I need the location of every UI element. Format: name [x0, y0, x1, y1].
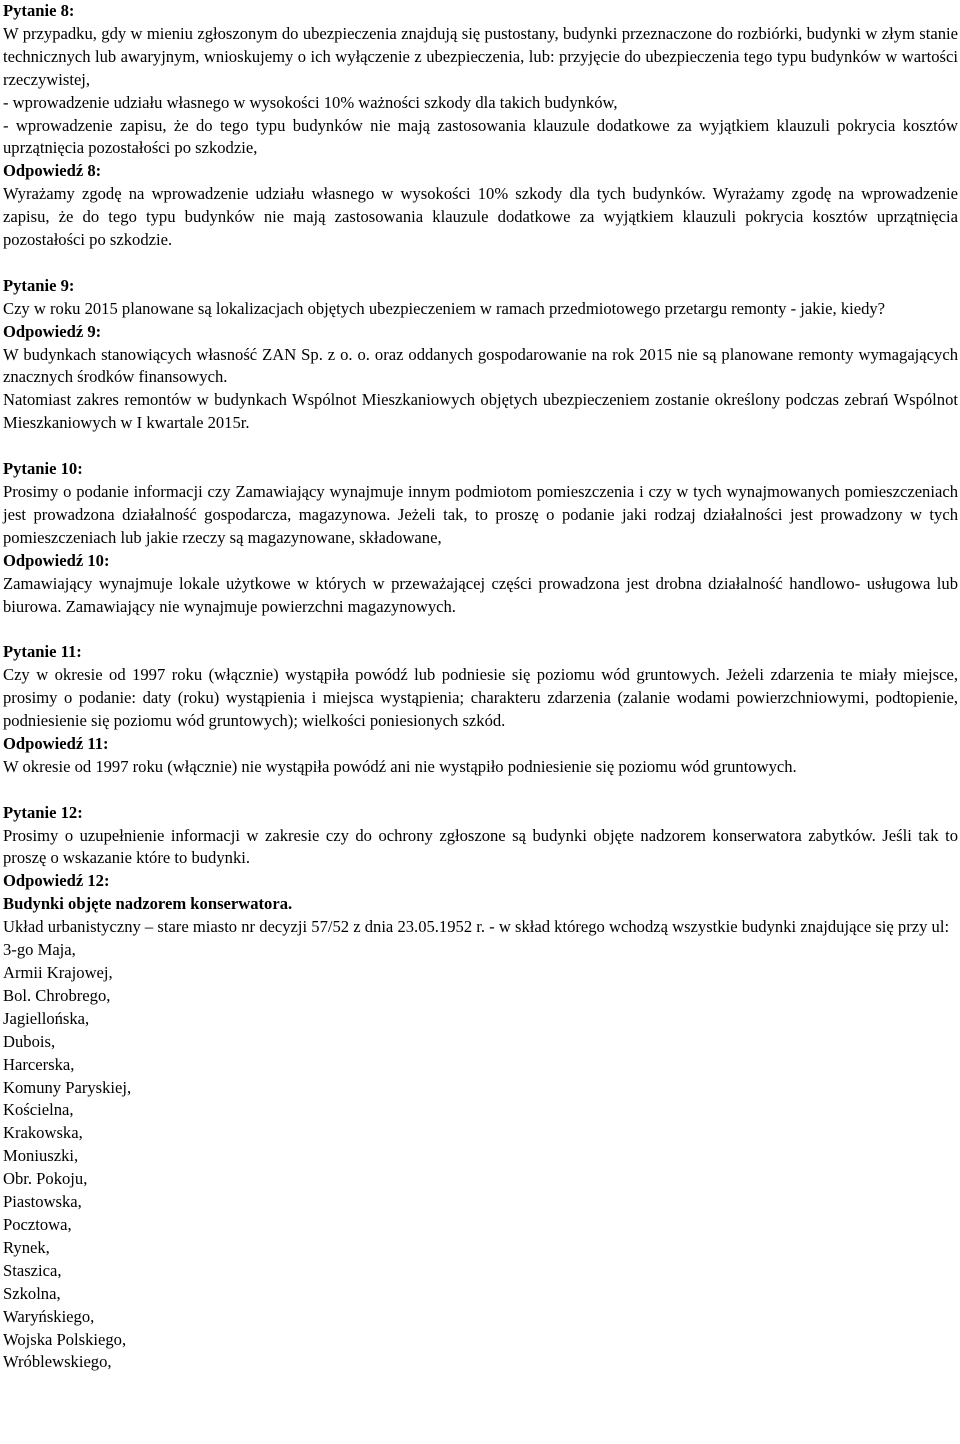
question-8-paragraph: W przypadku, gdy w mieniu zgłoszonym do ubezpieczenia znajdują się pustostany, budynki przeznaczone do rozbiórki, budynki w złym stanie technicznych lub awaryjnym, wnioskujemy o ich wyłączenie z ubezpieczenia, lub: przyjęcie do ubezpieczenia tego typu budynków w wartości rzeczywistej,: [3, 23, 958, 89]
document-page: [3, 0, 958, 1374]
street-list-item: Piastowska,: [3, 1192, 82, 1212]
street-list: [3, 939, 958, 1374]
question-9-paragraph: Czy w roku 2015 planowane są lokalizacjach objętych ubezpieczeniem w ramach przedmiotowego przetargu remonty - jakie, kiedy?: [3, 298, 886, 318]
question-12-section: [3, 802, 958, 1375]
answer-10-paragraph: Zamawiający wynajmuje lokale użytkowe w których w przeważającej części prowadzona jest drobna działalność handlowo- usługowa lub biurowa. Zamawiający nie wynajmuje powierzchni magazynowych.: [3, 573, 958, 616]
street-list-item: Krakowska,: [3, 1123, 83, 1143]
street-list-item: Wojska Polskiego,: [3, 1329, 127, 1349]
section-spacer: [3, 252, 958, 275]
street-list-item: Armii Krajowej,: [3, 963, 113, 982]
question-11-section: [3, 641, 958, 778]
question-8-title: Pytanie 8:: [3, 1, 75, 20]
answer-9-title: Odpowiedź 9:: [3, 321, 102, 341]
street-list-item: Staszica,: [3, 1260, 62, 1280]
answer-11-title: Odpowiedź 11:: [3, 733, 109, 753]
answer-8-title: Odpowiedź 8:: [3, 161, 102, 181]
question-8-section: [3, 0, 958, 252]
street-list-item: Pocztowa,: [3, 1214, 72, 1234]
section-spacer: [3, 618, 958, 641]
section-spacer: [3, 435, 958, 458]
street-list-item: Jagiellońska,: [3, 1008, 90, 1028]
question-8-paragraph: - wprowadzenie udziału własnego w wysokości 10% ważności szkody dla takich budynków,: [3, 92, 618, 112]
street-list-item: Obr. Pokoju,: [3, 1169, 88, 1189]
question-12-title: Pytanie 12:: [3, 802, 83, 822]
question-9-title: Pytanie 9:: [3, 275, 75, 295]
answer-12-intro: Układ urbanistyczny – stare miasto nr decyzji 57/52 z dnia 23.05.1952 r. - w skład którego wchodzą wszystkie budynki znajdujące się przy ul:: [3, 917, 950, 937]
question-8-paragraph: - wprowadzenie zapisu, że do tego typu budynków nie mają zastosowania klauzule dodatkowe za wyjątkiem klauzuli pokrycia kosztów uprzątnięcia pozostałości po szkodzie,: [3, 115, 958, 158]
street-list-item: 3-go Maja,: [3, 940, 76, 960]
question-10-title: Pytanie 10:: [3, 459, 83, 479]
street-list-item: Rynek,: [3, 1237, 50, 1257]
section-spacer: [3, 779, 958, 802]
street-list-item: Harcerska,: [3, 1054, 75, 1074]
answer-10-title: Odpowiedź 10:: [3, 550, 110, 570]
street-list-item: Kościelna,: [3, 1100, 74, 1120]
question-9-section: [3, 275, 958, 435]
answer-11-paragraph: W okresie od 1997 roku (włącznie) nie wystąpiła powódź ani nie wystąpiło podniesienie się poziomu wód gruntowych.: [3, 756, 797, 776]
question-10-paragraph: Prosimy o podanie informacji czy Zamawiający wynajmuje innym podmiotom pomieszczenia i czy w tych wynajmowanych pomieszczeniach jest prowadzona działalność gospodarcza, magazynowa. Jeżeli tak, to proszę o podanie jaki rodzaj działalności jest prowadzony w tych pomieszczeniach lub jakie rzeczy są magazynowane, składowane,: [3, 482, 958, 547]
street-list-item: Waryńskiego,: [3, 1306, 95, 1326]
answer-12-heading: Budynki objęte nadzorem konserwatora.: [3, 894, 293, 914]
answer-8-paragraph: Wyrażamy zgodę na wprowadzenie udziału własnego w wysokości 10% szkody dla tych budynków. Wyrażamy zgodę na wprowadzenie zapisu, że do tego typu budynków nie mają zastosowania klauzule dodatkowe za wyjątkiem klauzuli pokrycia kosztów uprzątnięcia pozostałości po szkodzie.: [3, 184, 958, 250]
street-list-item: Dubois,: [3, 1031, 56, 1051]
question-12-paragraph: Prosimy o uzupełnienie informacji w zakresie czy do ochrony zgłoszone są budynki objęte nadzorem konserwatora zabytków. Jeśli tak to proszę o wskazanie które to budynki.: [3, 825, 958, 868]
street-list-item: Komuny Paryskiej,: [3, 1077, 132, 1097]
answer-9-paragraph: W budynkach stanowiących własność ZAN Sp. z o. o. oraz oddanych gospodarowanie na rok 2015 nie są planowane remonty wymagających znacznych środków finansowych.: [3, 344, 958, 387]
question-11-title: Pytanie 11:: [3, 642, 82, 662]
street-list-item: Moniuszki,: [3, 1146, 79, 1166]
question-10-section: [3, 458, 958, 618]
question-11-paragraph: Czy w okresie od 1997 roku (włącznie) wystąpiła powódź lub podniesie się poziomu wód gruntowych. Jeżeli zdarzenia te miały miejsce, prosimy o podanie: daty (roku) wystąpienia i miejsca wystąpienia; charakteru zdarzenia (zalanie wodami powierzchniowymi, podtopienie, podniesienie się poziomu wód gruntowych); wielkości poniesionych szkód.: [3, 665, 958, 731]
answer-9-paragraph: Natomiast zakres remontów w budynkach Wspólnot Mieszkaniowych objętych ubezpieczeniem zostanie określony podczas zebrań Wspólnot Mieszkaniowych w I kwartale 2015r.: [3, 390, 958, 433]
answer-12-title: Odpowiedź 12:: [3, 871, 110, 891]
street-list-item: Wróblewskiego,: [3, 1352, 112, 1372]
street-list-item: Bol. Chrobrego,: [3, 985, 111, 1005]
street-list-item: Szkolna,: [3, 1283, 61, 1303]
